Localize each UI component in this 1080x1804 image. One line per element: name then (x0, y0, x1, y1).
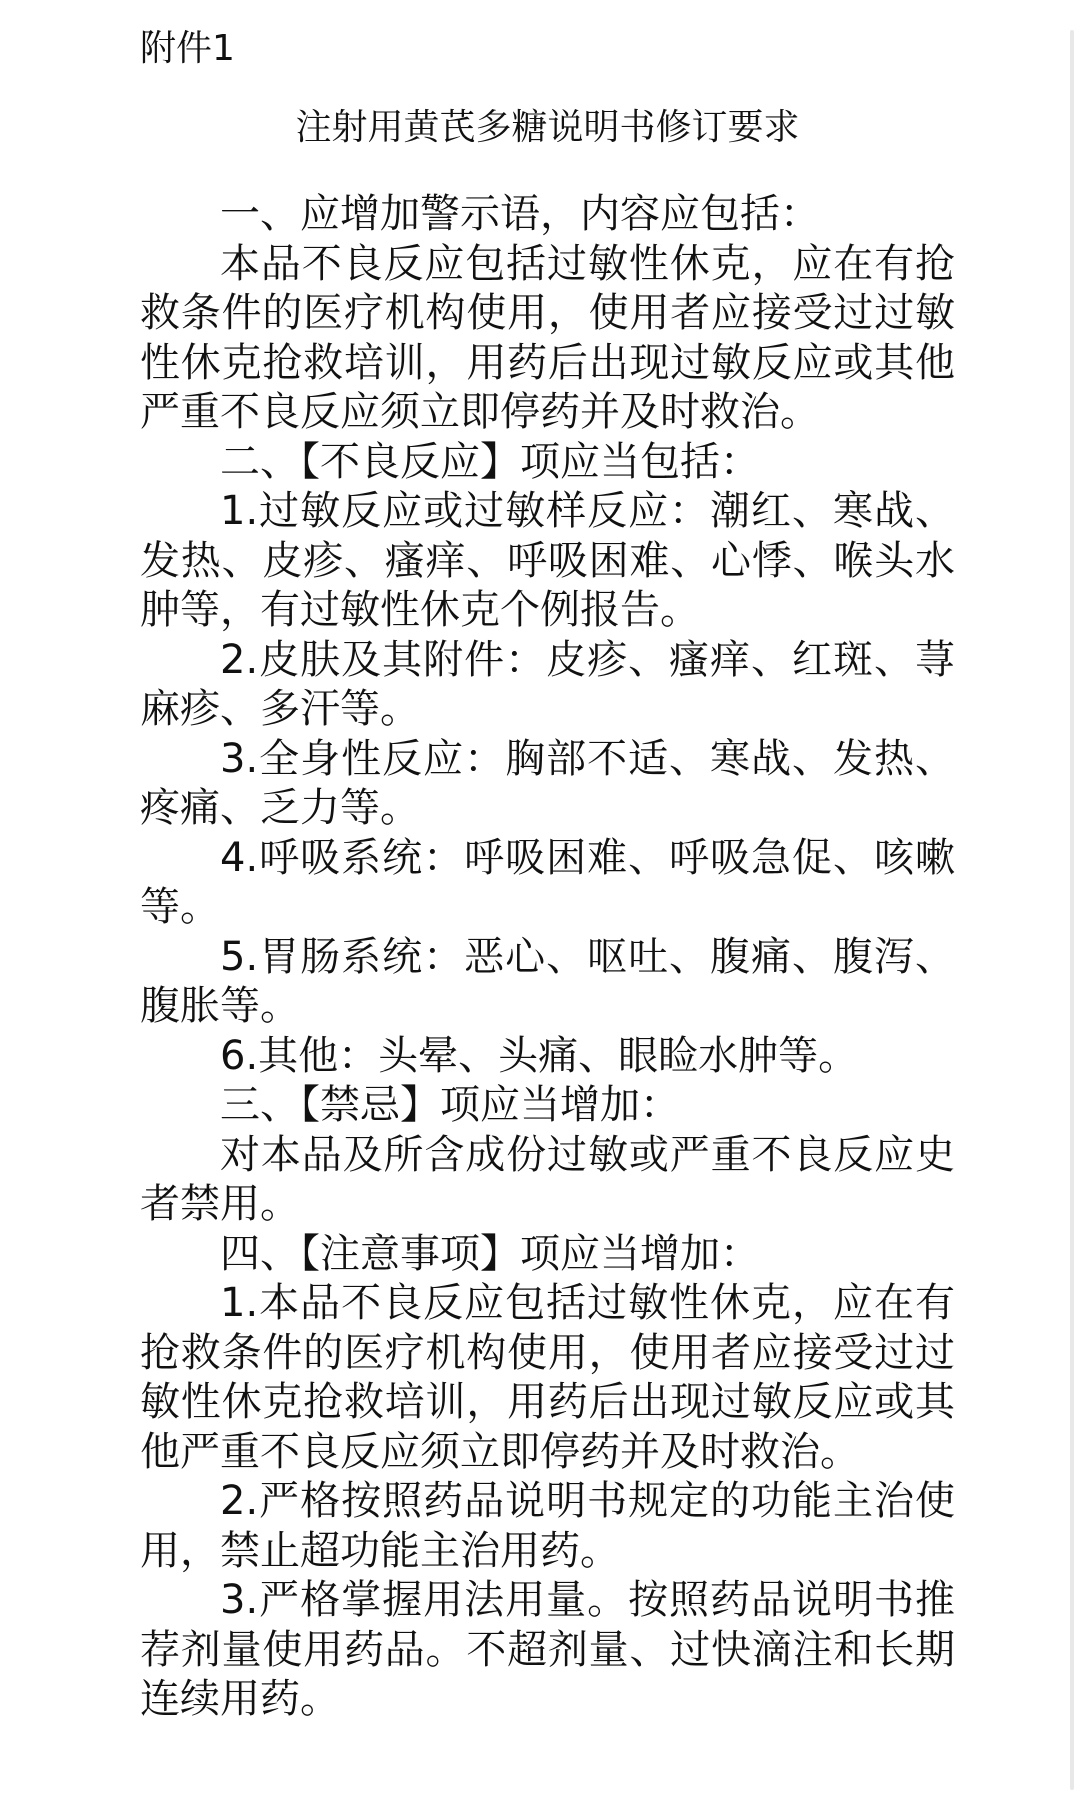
paragraph-precaution-3: 3.严格掌握用法用量。按照药品说明书推荐剂量使用药品。不超剂量、过快滴注和长期连续用药。 (140, 1577, 955, 1722)
paragraph-adverse-2: 2.皮肤及其附件：皮疹、瘙痒、红斑、荨麻疹、多汗等。 (140, 636, 955, 732)
paragraph-section-2-heading: 二、【不良反应】项应当包括： (220, 438, 760, 485)
paragraph-adverse-5: 5.胃肠系统：恶心、呕吐、腹痛、腹泻、腹胀等。 (140, 933, 955, 1029)
paragraph-precaution-1: 1.本品不良反应包括过敏性休克，应在有抢救条件的医疗机构使用，使用者应接受过过敏性休克抢救培训，用药后出现过敏反应或其他严重不良反应须立即停药并及时救治。 (140, 1280, 955, 1475)
vertical-scrollbar[interactable] (1070, 30, 1074, 1790)
paragraph-adverse-1: 1.过敏反应或过敏样反应：潮红、寒战、发热、皮疹、瘙痒、呼吸困难、心悸、喉头水肿等，有过敏性休克个例报告。 (140, 488, 955, 633)
document-body (140, 190, 955, 1725)
paragraph-adverse-4: 4.呼吸系统：呼吸困难、呼吸急促、咳嗽等。 (140, 834, 955, 930)
attachment-label: 附件1 (140, 28, 235, 69)
paragraph-section-4-heading: 四、【注意事项】项应当增加： (220, 1230, 760, 1277)
paragraph-section-1-heading: 一、应增加警示语，内容应包括： (220, 191, 820, 237)
paragraph-adverse-3: 3.全身性反应：胸部不适、寒战、发热、疼痛、乏力等。 (140, 735, 955, 831)
document-title: 注射用黄芪多糖说明书修订要求 (295, 107, 800, 148)
paragraph-contraindication: 对本品及所含成份过敏或严重不良反应史者禁用。 (140, 1131, 955, 1227)
paragraph-section-3-heading: 三、【禁忌】项应当增加： (220, 1082, 680, 1128)
paragraph-adverse-6: 6.其他：头晕、头痛、眼睑水肿等。 (220, 1032, 859, 1079)
paragraph-precaution-2: 2.严格按照药品说明书规定的功能主治使用，禁止超功能主治用药。 (140, 1478, 955, 1574)
paragraph-warning: 本品不良反应包括过敏性休克，应在有抢救条件的医疗机构使用，使用者应接受过过敏性休克抢救培训，用药后出现过敏反应或其他严重不良反应须立即停药并及时救治。 (140, 240, 955, 435)
